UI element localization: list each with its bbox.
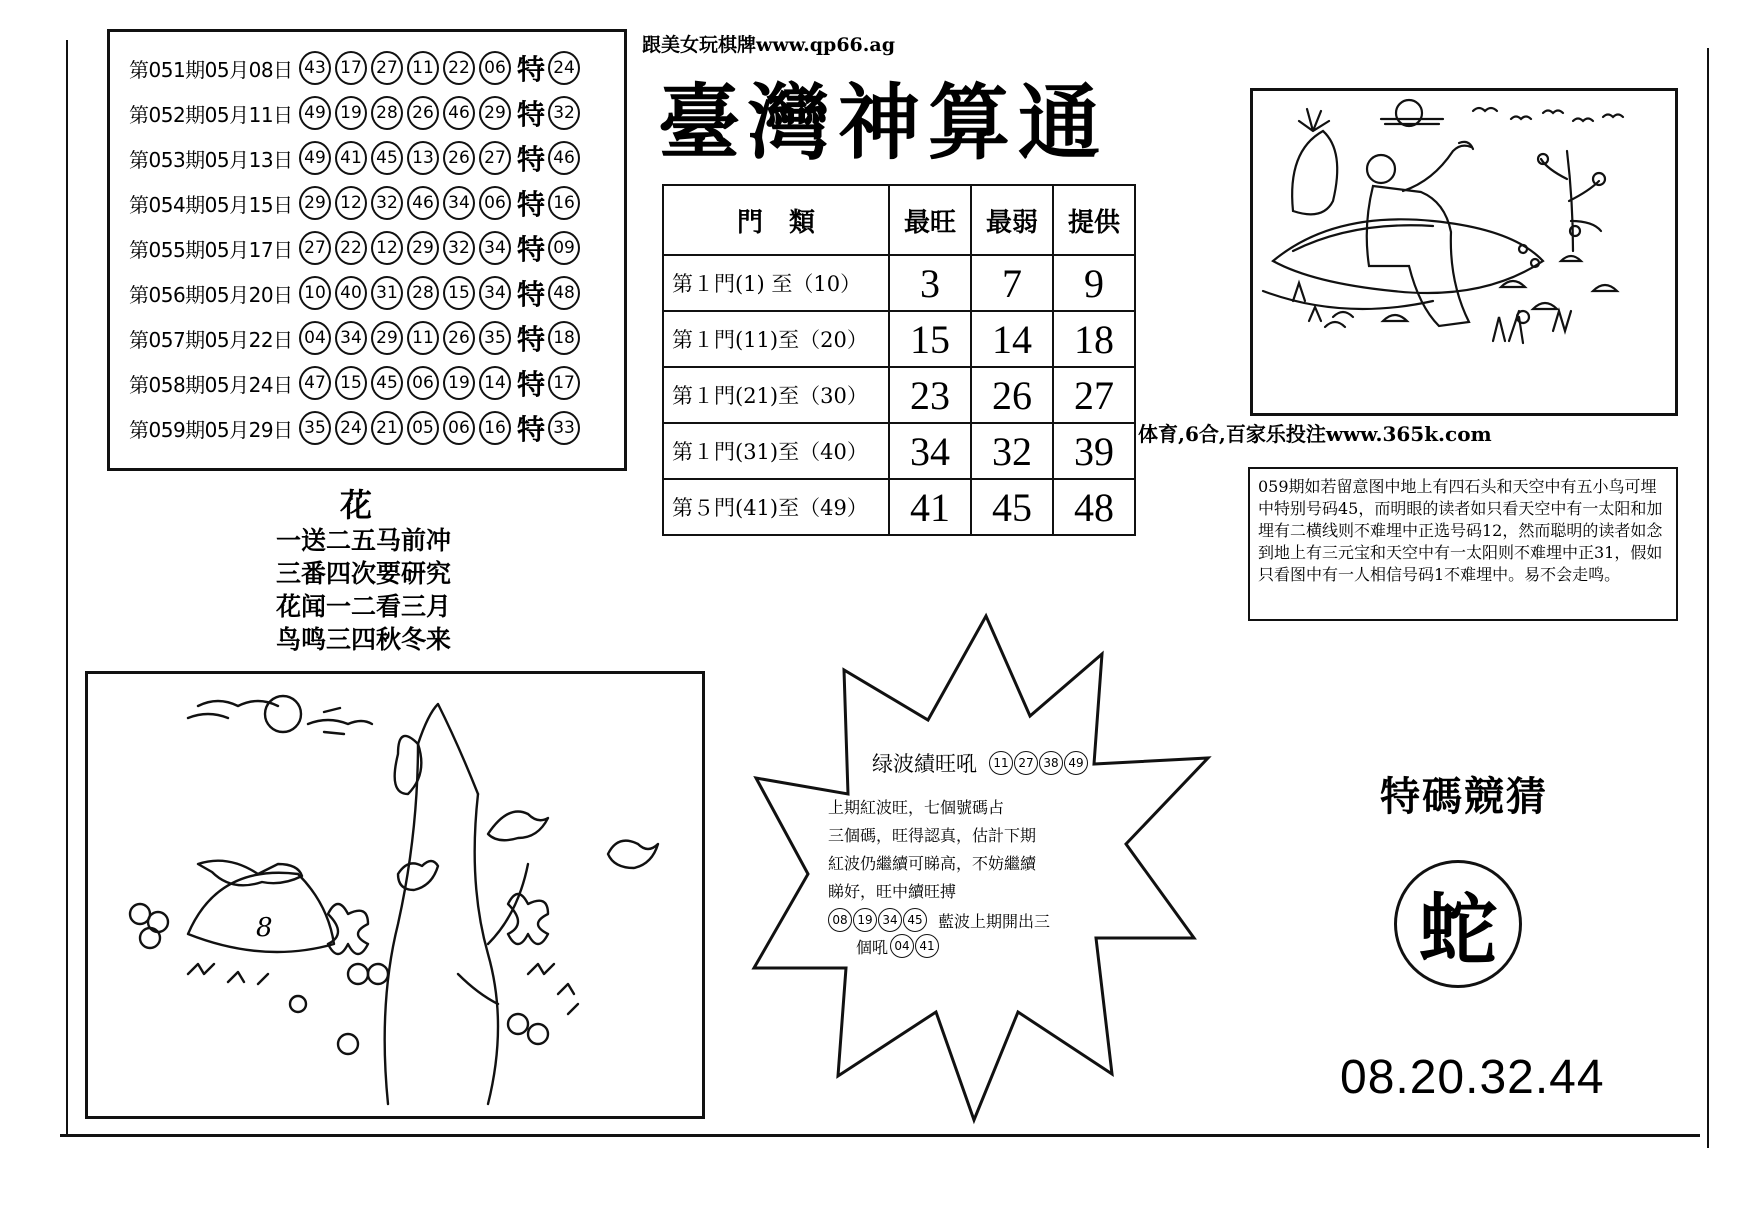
door-range: 第５門(41)至（49） [663, 479, 889, 535]
special-marker: 特 [517, 53, 546, 86]
special-number-ball: 17 [548, 366, 580, 400]
special-marker: 特 [517, 368, 546, 401]
door-table [662, 184, 1136, 536]
number-ball: 32 [443, 231, 475, 265]
special-marker: 特 [517, 98, 546, 131]
number-ball: 12 [335, 186, 367, 220]
bird-tree-drawing [88, 674, 702, 1116]
number-ball: 45 [371, 366, 403, 400]
draw-row [129, 408, 584, 448]
special-number-ball: 46 [548, 141, 580, 175]
zodiac-circle: 蛇 [1394, 860, 1522, 988]
number-ball: 46 [443, 96, 475, 130]
door-range: 第１門(21)至（30） [663, 367, 889, 423]
number-ball: 46 [407, 186, 439, 220]
riddle-box: 059期如若留意图中地上有四石头和天空中有五小鸟可埋中特别号码45，而明眼的读者如只看天空中有一太阳和加埋有二横线则不难埋中正选号码12，然而聪明的读者如念到地上有三元宝和天空中有一太阳则不难埋中正31，假如只看图中有一人相信号码1不难埋中。易不会走鸣。 [1248, 467, 1678, 621]
number-ball: 45 [371, 141, 403, 175]
number-ball: 22 [335, 231, 367, 265]
number-ball: 49 [299, 141, 331, 175]
sage-illustration-drawing [1253, 91, 1675, 413]
bird-tree-illustration [85, 671, 705, 1119]
door-offer-value: 48 [1053, 479, 1135, 535]
draw-label: 第051期05月08日 [129, 57, 293, 82]
draw-history-box [107, 29, 627, 471]
number-ball: 32 [371, 186, 403, 220]
frame-line-left [66, 40, 68, 1136]
door-cold-value: 26 [971, 367, 1053, 423]
special-code-title: 特碼競猜 [1380, 773, 1548, 820]
draw-row [129, 48, 584, 88]
bird-icon [1603, 115, 1623, 118]
number-ball: 45 [903, 908, 927, 932]
red-wave-line: 睇好，旺中續旺搏 [828, 882, 957, 901]
special-marker: 特 [517, 278, 546, 311]
number-ball: 34 [878, 908, 902, 932]
draw-label: 第058期05月24日 [129, 372, 293, 397]
number-ball: 35 [299, 411, 331, 445]
draw-label: 第053期05月13日 [129, 147, 293, 172]
sun-icon [1396, 100, 1422, 126]
special-number-ball: 48 [548, 276, 580, 310]
blue-wave-row [828, 908, 1138, 932]
blue-wave-row-2 [856, 934, 1138, 958]
frame-line-bottom [60, 1134, 1700, 1137]
door-offer-value: 39 [1053, 423, 1135, 479]
bird-icon [488, 812, 548, 841]
door-header-offer: 提供 [1053, 185, 1135, 255]
number-ball: 38 [1039, 751, 1063, 775]
number-ball: 05 [407, 411, 439, 445]
bird-icon [398, 861, 438, 890]
door-offer-value: 27 [1053, 367, 1135, 423]
door-range: 第１門(1) 至（10） [663, 255, 889, 311]
number-ball: 21 [371, 411, 403, 445]
special-number-ball: 16 [548, 186, 580, 220]
number-ball: 29 [479, 96, 511, 130]
door-cold-value: 32 [971, 423, 1053, 479]
door-hot-value: 34 [889, 423, 971, 479]
number-ball: 26 [443, 141, 475, 175]
poem-line: 一送二五马前冲 [276, 526, 452, 555]
number-ball: 26 [407, 96, 439, 130]
draw-row [129, 183, 584, 223]
main-title: 臺灣神算通 [658, 76, 1109, 171]
bird-icon [1511, 117, 1531, 120]
number-ball: 29 [407, 231, 439, 265]
door-header-hot: 最旺 [889, 185, 971, 255]
number-ball: 29 [299, 186, 331, 220]
number-ball: 06 [443, 411, 475, 445]
number-ball: 27 [299, 231, 331, 265]
number-ball: 12 [371, 231, 403, 265]
draw-label: 第052期05月11日 [129, 102, 293, 127]
special-number-ball: 33 [548, 411, 580, 445]
draw-row [129, 318, 584, 358]
draw-label: 第055期05月17日 [129, 237, 293, 262]
number-ball: 15 [335, 366, 367, 400]
door-header-category: 門 類 [663, 185, 889, 255]
door-row [663, 255, 1135, 311]
draw-row [129, 363, 584, 403]
draw-label: 第059期05月29日 [129, 417, 293, 442]
bird-icon [1473, 108, 1497, 111]
bird-icon [1573, 119, 1593, 122]
flower-icon [508, 894, 548, 944]
draw-label: 第057期05月22日 [129, 327, 293, 352]
stone-number: 8 [256, 913, 273, 943]
green-wave-box [828, 748, 1138, 958]
number-ball: 47 [299, 366, 331, 400]
door-offer-value: 18 [1053, 311, 1135, 367]
door-table-header-row [663, 185, 1135, 255]
site-note: 跟美女玩棋牌www.qp66.ag [642, 34, 895, 56]
number-ball: 11 [989, 751, 1013, 775]
door-range: 第１門(31)至（40） [663, 423, 889, 479]
number-ball: 40 [335, 276, 367, 310]
number-ball: 08 [828, 908, 852, 932]
number-ball: 35 [479, 321, 511, 355]
door-hot-value: 15 [889, 311, 971, 367]
sun-icon [265, 696, 301, 732]
number-ball: 11 [407, 51, 439, 85]
green-wave-title: 绿波績旺吼 [872, 752, 977, 776]
number-ball: 19 [335, 96, 367, 130]
special-code-numbers: 08.20.32.44 [1340, 1051, 1605, 1104]
bird-icon [608, 841, 658, 868]
red-wave-line: 上期紅波旺，七個號碼占 [828, 798, 1005, 817]
number-ball: 28 [371, 96, 403, 130]
special-number-ball: 24 [548, 51, 580, 85]
sage-illustration [1250, 88, 1678, 416]
number-ball: 04 [299, 321, 331, 355]
frame-line-right [1707, 48, 1709, 1148]
number-ball: 17 [335, 51, 367, 85]
number-ball: 34 [443, 186, 475, 220]
door-row [663, 423, 1135, 479]
draw-label: 第054期05月15日 [129, 192, 293, 217]
number-ball: 19 [443, 366, 475, 400]
special-number-ball: 18 [548, 321, 580, 355]
bird-icon [1543, 111, 1563, 114]
number-ball: 10 [299, 276, 331, 310]
draw-row [129, 273, 584, 313]
special-marker: 特 [517, 323, 546, 356]
draw-row [129, 93, 584, 133]
special-marker: 特 [517, 188, 546, 221]
door-row [663, 311, 1135, 367]
number-ball: 27 [371, 51, 403, 85]
number-ball: 15 [443, 276, 475, 310]
number-ball: 06 [407, 366, 439, 400]
number-ball: 43 [299, 51, 331, 85]
door-cold-value: 45 [971, 479, 1053, 535]
blue-wave-text: 藍波上期開出三 [938, 911, 1051, 931]
door-row [663, 479, 1135, 535]
blue-wave-text-2: 個吼 [856, 937, 889, 957]
special-marker: 特 [517, 143, 546, 176]
poem-line: 鸟鸣三四秋冬来 [276, 625, 452, 654]
door-header-cold: 最弱 [971, 185, 1053, 255]
number-ball: 16 [479, 411, 511, 445]
draw-row [129, 138, 584, 178]
number-ball: 06 [479, 186, 511, 220]
number-ball: 34 [335, 321, 367, 355]
number-ball: 49 [1064, 751, 1088, 775]
number-ball: 29 [371, 321, 403, 355]
red-wave-text [828, 794, 1138, 906]
door-hot-value: 23 [889, 367, 971, 423]
draw-row [129, 228, 584, 268]
number-ball: 13 [407, 141, 439, 175]
number-ball: 22 [443, 51, 475, 85]
number-ball: 06 [479, 51, 511, 85]
number-ball: 41 [915, 934, 939, 958]
number-ball: 14 [479, 366, 511, 400]
number-ball: 24 [335, 411, 367, 445]
number-ball: 34 [479, 231, 511, 265]
door-hot-value: 3 [889, 255, 971, 311]
number-ball: 34 [479, 276, 511, 310]
poem [276, 524, 451, 656]
number-ball: 41 [335, 141, 367, 175]
poem-title: 花 [340, 486, 373, 524]
special-number-ball: 09 [548, 231, 580, 265]
poem-line: 花闻一二看三月 [276, 592, 452, 621]
special-marker: 特 [517, 233, 546, 266]
door-range: 第１門(11)至（20） [663, 311, 889, 367]
poem-line: 三番四次要研究 [276, 559, 452, 588]
door-cold-value: 14 [971, 311, 1053, 367]
door-cold-value: 7 [971, 255, 1053, 311]
special-number-ball: 32 [548, 96, 580, 130]
door-offer-value: 9 [1053, 255, 1135, 311]
number-ball: 28 [407, 276, 439, 310]
number-ball: 19 [853, 908, 877, 932]
red-wave-line: 三個碼，旺得認真，估計下期 [828, 826, 1037, 845]
number-ball: 11 [407, 321, 439, 355]
special-marker: 特 [517, 413, 546, 446]
number-ball: 27 [1014, 751, 1038, 775]
draw-label: 第056期05月20日 [129, 282, 293, 307]
sponsor-line: 体育,6合,百家乐投注www.365k.com [1138, 422, 1492, 446]
number-ball: 49 [299, 96, 331, 130]
number-ball: 27 [479, 141, 511, 175]
door-hot-value: 41 [889, 479, 971, 535]
number-ball: 04 [890, 934, 914, 958]
door-row [663, 367, 1135, 423]
number-ball: 31 [371, 276, 403, 310]
green-wave-title-row [872, 748, 1138, 778]
red-wave-line: 紅波仍繼續可睇高，不妨繼續 [828, 854, 1037, 873]
flower-icon [328, 904, 368, 954]
number-ball: 26 [443, 321, 475, 355]
